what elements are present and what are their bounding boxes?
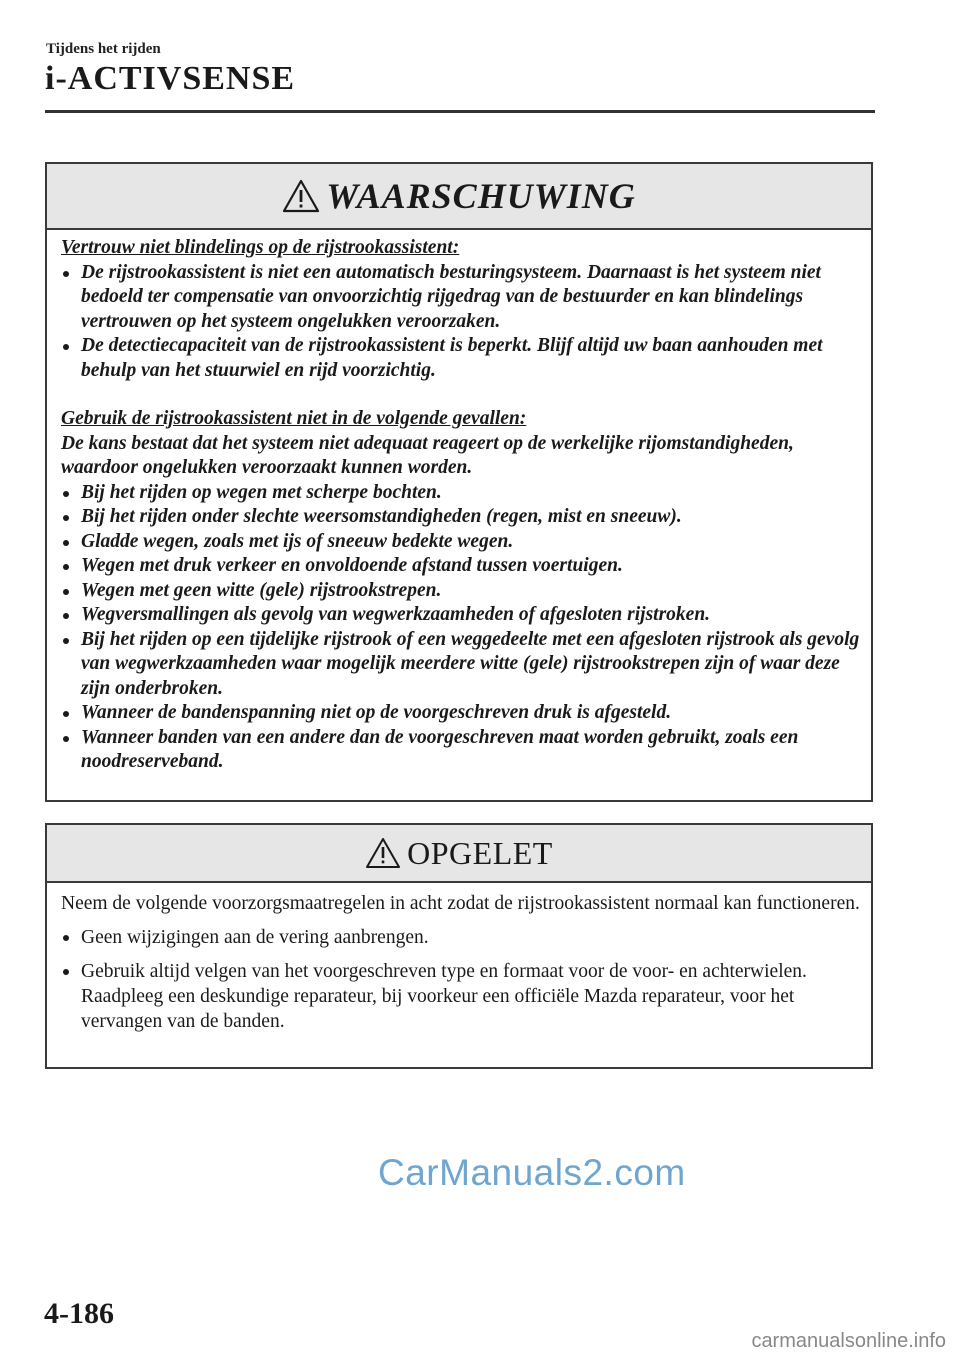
list-item: De rijstrookassistent is niet een automatisch besturingsysteem. Daarnaast is het systeem niet bedoeld ter compensatie van onvoorzichtig rijgedrag van de bestuurder en kan blindelings vertrouwen op het systeem ongelukken veroorzaken.: [61, 261, 861, 335]
caution-title: OPGELET: [407, 834, 553, 871]
warning-list-1: [61, 261, 861, 384]
caution-list: [61, 925, 861, 1034]
warning-title: WAARSCHUWING: [326, 176, 636, 216]
list-item: Gladde wegen, zoals met ijs of sneeuw bedekte wegen.: [61, 530, 861, 555]
caution-box: [45, 823, 873, 1069]
list-item: Bij het rijden op wegen met scherpe bochten.: [61, 481, 861, 506]
header-divider: [45, 110, 875, 113]
list-item: Wegen met druk verkeer en onvoldoende afstand tussen voertuigen.: [61, 554, 861, 579]
section-label: Tijdens het rijden: [46, 41, 161, 57]
list-item: De detectiecapaciteit van de rijstrookassistent is beperkt. Blijf altijd uw baan aanhouden met behulp van het stuurwiel en rijd voorzichtig.: [61, 334, 861, 383]
warning-list-2: [61, 481, 861, 775]
warning-header: [47, 164, 871, 230]
caution-body: [47, 883, 871, 1034]
list-item: Bij het rijden onder slechte weersomstandigheden (regen, mist en sneeuw).: [61, 505, 861, 530]
caution-intro: Neem de volgende voorzorgsmaatregelen in acht zodat de rijstrookassistent normaal kan functioneren.: [61, 893, 860, 914]
list-item: Wanneer banden van een andere dan de voorgeschreven maat worden gebruikt, zoals een noodreserveband.: [61, 726, 861, 775]
warning-box: [45, 162, 873, 802]
chapter-title: i-ACTIVSENSE: [45, 60, 296, 97]
warning-heading-2: Gebruik de rijstrookassistent niet in de volgende gevallen:: [61, 408, 527, 429]
caution-header: [47, 825, 871, 883]
list-item: Wegversmallingen als gevolg van wegwerkzaamheden of afgesloten rijstroken.: [61, 603, 861, 628]
list-item: Geen wijzigingen aan de vering aanbrengen.: [61, 925, 861, 950]
warning-triangle-icon: [282, 179, 320, 213]
warning-heading-1: Vertrouw niet blindelings op de rijstrookassistent:: [61, 237, 460, 258]
list-item: Bij het rijden op een tijdelijke rijstrook of een weggedeelte met een afgesloten rijstrook als gevolg van wegwerkzaamheden waar mogelijk meerdere witte (gele) rijstrookstrepen zijn of waar deze zijn onderbroken.: [61, 628, 861, 702]
list-item: Wanneer de bandenspanning niet op de voorgeschreven druk is afgesteld.: [61, 701, 861, 726]
footer-site: carmanualsonline.info: [751, 1330, 946, 1352]
warning-intro-2: De kans bestaat dat het systeem niet adequaat reageert op de werkelijke rijomstandigheden, waardoor ongelukken veroorzaakt kunnen worden.: [61, 432, 794, 478]
list-item: Gebruik altijd velgen van het voorgeschreven type en formaat voor de voor- en achterwielen. Raadpleeg een deskundige reparateur, bij voorkeur een officiële Mazda reparateur, voor het vervangen van de banden.: [61, 959, 861, 1034]
warning-body: [47, 230, 871, 775]
watermark: CarManuals2.com: [378, 1152, 686, 1193]
page-number: 4-186: [44, 1297, 114, 1330]
caution-triangle-icon: [365, 837, 401, 869]
list-item: Wegen met geen witte (gele) rijstrookstrepen.: [61, 579, 861, 604]
